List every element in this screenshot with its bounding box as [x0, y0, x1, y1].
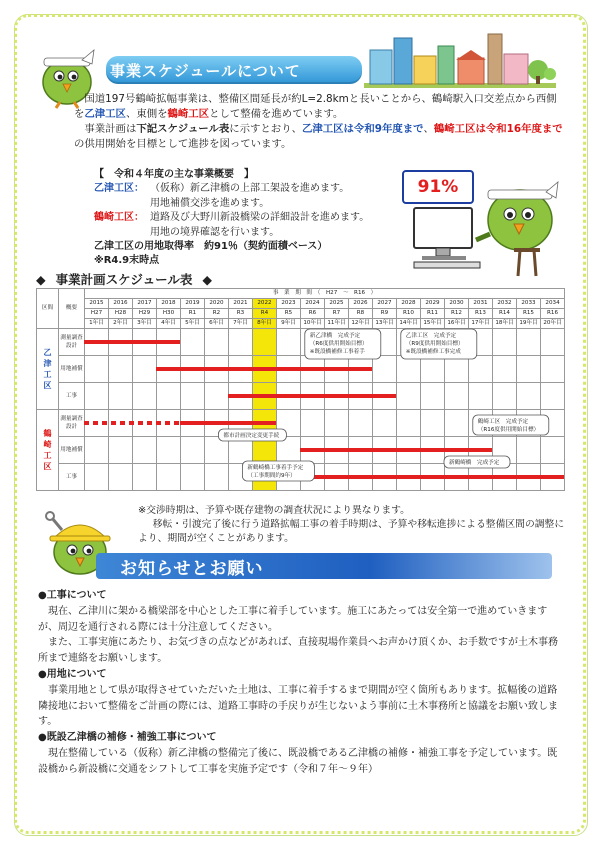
intro-tsuru-highlight: 鶴崎工区: [167, 108, 210, 120]
schedule-years-cell: 2025: [325, 299, 349, 309]
col-item-header: 概要: [59, 289, 85, 329]
intro-text-span: に示すとおり、: [229, 123, 302, 135]
schedule-years-cell: 2018: [157, 299, 181, 309]
schedule-eras-cell: R8: [349, 309, 373, 319]
row-item-label: 用地補償: [59, 437, 85, 464]
schedule-eras-cell: R10: [397, 309, 421, 319]
intro-paragraph-1: [74, 92, 564, 122]
intro-tsuru-deadline: 鶴崎工区は令和16年度まで: [433, 123, 563, 135]
schedule-eras-cell: R13: [469, 309, 493, 319]
schedule-years-cell: 2028: [397, 299, 421, 309]
intro-text: [74, 92, 564, 152]
schedule-eras-cell: R3: [229, 309, 253, 319]
callout-new-tsuru-bridge-text: 新鶴崎橋 完成予定: [449, 460, 500, 466]
section-bridge-p1: 現在整備している（仮称）新乙津橋の整備完了後に、既設橋である乙津橋の補修・補強工事を予定しています。既設橋から新設橋に交通をシフトして工事を実施予定です（令和７年～９年）: [38, 747, 558, 775]
schedule-eras-cell: H30: [157, 309, 181, 319]
schedule-nth-cell: 1年目: [85, 319, 109, 329]
notice-body: [38, 588, 566, 778]
schedule-years-cell: 2029: [421, 299, 445, 309]
schedule-nth-cell: 5年目: [181, 319, 205, 329]
schedule-notes: [138, 504, 568, 546]
section-construction-p2: また、工事実施にあたり、お気づきの点などがあれば、直接現場作業員へお声かけ頂くか、お手数ですが土木事務所まで連絡をお願いします。: [38, 637, 558, 665]
schedule-nth-cell: 15年目: [421, 319, 445, 329]
callout-otsu-complete: [401, 329, 477, 359]
callout-new-otsu-bridge-text: ※既設橋補修工事着手: [309, 349, 365, 355]
percent-speech-bubble: 91%: [402, 170, 474, 204]
schedule-nth-cell: 17年目: [469, 319, 493, 329]
schedule-nth-cell: 13年目: [373, 319, 397, 329]
callout-tsuru-complete: [473, 415, 549, 435]
row-item-label: 工事: [59, 464, 85, 491]
schedule-years-cell: 2027: [373, 299, 397, 309]
schedule-years-cell: 2016: [109, 299, 133, 309]
summary-tsuru-line2: 用地の境界確認を行います。: [150, 226, 280, 238]
schedule-eras-cell: R12: [445, 309, 469, 319]
summary-heading: 【 令和４年度の主な事業概要 】: [94, 169, 254, 180]
schedule-years-cell: 2034: [541, 299, 565, 309]
section-construction-heading: ●工事について: [38, 590, 107, 601]
summary-otsu-line2: 用地補償交渉を進めます。: [150, 197, 270, 209]
summary-otsu-row: [94, 182, 424, 196]
schedule-nth-cell: 16年目: [445, 319, 469, 329]
row-item-label: 用地補償: [59, 356, 85, 383]
schedule-years-cell: 2021: [229, 299, 253, 309]
schedule-eras-cell: H29: [133, 309, 157, 319]
intro-text-span: 、: [423, 123, 434, 135]
schedule-eras-cell: R6: [301, 309, 325, 319]
intro-text-span: 事業計画は: [84, 123, 137, 135]
callout-tsuru-complete-text: 鶴崎工区 完成予定: [477, 419, 529, 425]
schedule-eras-cell: R14: [493, 309, 517, 319]
schedule-years-cell: 2026: [349, 299, 373, 309]
schedule-eras-cell: R4: [253, 309, 277, 319]
schedule-nth-cell: 8年目: [253, 319, 277, 329]
period-header: 事 業 期 間 （ H27 ～ R16 ）: [85, 289, 565, 299]
intro-paragraph-2: [74, 122, 564, 152]
schedule-eras-cell: R16: [541, 309, 565, 319]
section-land-p1: 事業用地として県が取得させていただいた土地は、工事に着手するまで期間が空く箇所もあります。拡幅後の道路隣接地において整備をご計画の際には、道路工事時の手戻りが生じないよう事前に土木事務所と協議をお願い致します。: [38, 684, 558, 728]
callout-otsu-complete-text: （R9度供用開始目標）: [405, 341, 464, 347]
schedule-years-cell: 2030: [445, 299, 469, 309]
summary-otsu-label: 乙津工区：: [94, 183, 144, 195]
fy-summary: [94, 168, 424, 269]
schedule-eras-cell: H28: [109, 309, 133, 319]
summary-tsuru-label: 鶴崎工区：: [94, 212, 144, 224]
mascot-bird-typing-icon: [470, 170, 560, 280]
schedule-years-cell: 2023: [277, 299, 301, 309]
schedule-nth-cell: 6年目: [205, 319, 229, 329]
schedule-nth-cell: 19年目: [517, 319, 541, 329]
schedule-nth-cell: 9年目: [277, 319, 301, 329]
schedule-eras-cell: R11: [421, 309, 445, 319]
callout-tsuru-bridge-start-text: （工事期間約9年）: [247, 473, 296, 479]
intro-otsu-deadline: 乙津工区は令和9年度まで: [301, 123, 424, 135]
summary-as-of: ※R4.9末時点: [94, 255, 160, 267]
schedule-nth-cell: 14年目: [397, 319, 421, 329]
schedule-nth-cell: 10年目: [301, 319, 325, 329]
schedule-chart: [36, 288, 564, 498]
notice-title: お知らせとお願い: [120, 558, 264, 579]
intro-text-span: 国道197号鶴崎拡幅事業は、整備区間延長が約L=2.8kmと長いことから、鶴崎駅入口交差点から西側を: [74, 93, 557, 120]
schedule-title: 事業計画スケジュール表: [55, 272, 193, 287]
schedule-years-cell: 2033: [517, 299, 541, 309]
schedule-eras-cell: H27: [85, 309, 109, 319]
schedule-table: [36, 288, 564, 498]
schedule-years-cell: 2020: [205, 299, 229, 309]
city-skyline-icon: [364, 28, 556, 88]
schedule-heading: [36, 270, 336, 288]
intro-text-span: の供用開始を目標として進捗を図っています。: [74, 138, 292, 150]
diamond-icon: ◆: [202, 271, 213, 287]
summary-tsuru-line1: 道路及び大野川新設橋梁の詳細設計を進めます。: [150, 212, 370, 224]
diamond-icon: ◆: [36, 271, 46, 287]
schedule-eras-cell: R1: [181, 309, 205, 319]
schedule-nth-cell: 4年目: [157, 319, 181, 329]
schedule-eras-cell: R5: [277, 309, 301, 319]
callout-new-otsu-bridge-text: 新乙津橋 完成予定: [309, 333, 361, 339]
schedule-nth-cell: 11年目: [325, 319, 349, 329]
callout-tsuru-bridge-start-text: 新鶴崎橋工事着手予定: [247, 465, 304, 471]
row-item-label: 測量調査設計: [59, 410, 85, 437]
callout-tsuru-complete-text: （R16度供用開始目標）: [477, 427, 540, 433]
schedule-eras-cell: R15: [517, 309, 541, 319]
schedule-years-cell: 2015: [85, 299, 109, 309]
callout-city-planning: [218, 429, 286, 441]
note-line-1: ※交渉時期は、予算や既存建物の調査状況により異なります。: [138, 505, 410, 516]
schedule-years-cell: 2019: [181, 299, 205, 309]
row-item-label: 測量調査設計: [59, 329, 85, 356]
schedule-eras-cell: R2: [205, 309, 229, 319]
intro-text-span: として整備を進めています。: [209, 108, 344, 120]
callout-city-planning-text: 都市計画決定変更手続: [223, 433, 280, 439]
intro-text-span: 、東側を: [125, 108, 168, 120]
schedule-years-cell: 2017: [133, 299, 157, 309]
schedule-years-cell: 2024: [301, 299, 325, 309]
schedule-years-cell: 2031: [469, 299, 493, 309]
schedule-nth-cell: 7年目: [229, 319, 253, 329]
section-label: 乙 津 工 区: [37, 329, 59, 410]
summary-otsu-line1: （仮称）新乙津橋の上部工架設を進めます。: [150, 183, 350, 195]
callout-new-tsuru-bridge: [444, 456, 510, 468]
col-area-header: 区間: [37, 289, 59, 329]
callout-otsu-complete-text: 乙津工区 完成予定: [405, 333, 457, 339]
section-bridge-heading: ●既設乙津橋の補修・補強工事について: [38, 732, 217, 744]
section-construction-p1: 現在、乙津川に架かる橋梁部を中心とした工事に着手しています。施工にあたっては安全第一で進めていきますが、周辺を通行される際には十分注意してください。: [38, 605, 548, 633]
callout-new-otsu-bridge-text: （R6度供用開始目標）: [309, 341, 368, 347]
schedule-nth-cell: 2年目: [109, 319, 133, 329]
page-title: 事業スケジュールについて: [110, 61, 301, 80]
schedule-nth-cell: 20年目: [541, 319, 565, 329]
schedule-nth-cell: 18年目: [493, 319, 517, 329]
summary-acquisition-rate: 乙津工区の用地取得率 約91％（契約面積ベース）: [94, 241, 328, 253]
note-line-2: 移転・引渡完了後に行う道路拡幅工事の着手時期は、予算や移転進捗による整備区間の調整により、期間が空くことがあります。: [138, 519, 565, 544]
callout-tsuru-bridge-start: [242, 461, 314, 481]
schedule-nth-cell: 3年目: [133, 319, 157, 329]
schedule-years-cell: 2022: [253, 299, 277, 309]
section-label: 鶴 崎 工 区: [37, 410, 59, 491]
summary-tsuru-row: [94, 211, 424, 225]
callout-otsu-complete-text: ※既設橋補修工事完成: [405, 349, 461, 355]
intro-otsu-highlight: 乙津工区: [84, 108, 126, 120]
section-land-heading: ●用地について: [38, 668, 107, 680]
intro-bold-span: 下記スケジュール表: [136, 123, 230, 135]
schedule-years-cell: 2032: [493, 299, 517, 309]
schedule-eras-cell: R9: [373, 309, 397, 319]
callout-new-otsu-bridge: [305, 329, 381, 359]
row-item-label: 工事: [59, 383, 85, 410]
schedule-eras-cell: R7: [325, 309, 349, 319]
schedule-nth-cell: 12年目: [349, 319, 373, 329]
